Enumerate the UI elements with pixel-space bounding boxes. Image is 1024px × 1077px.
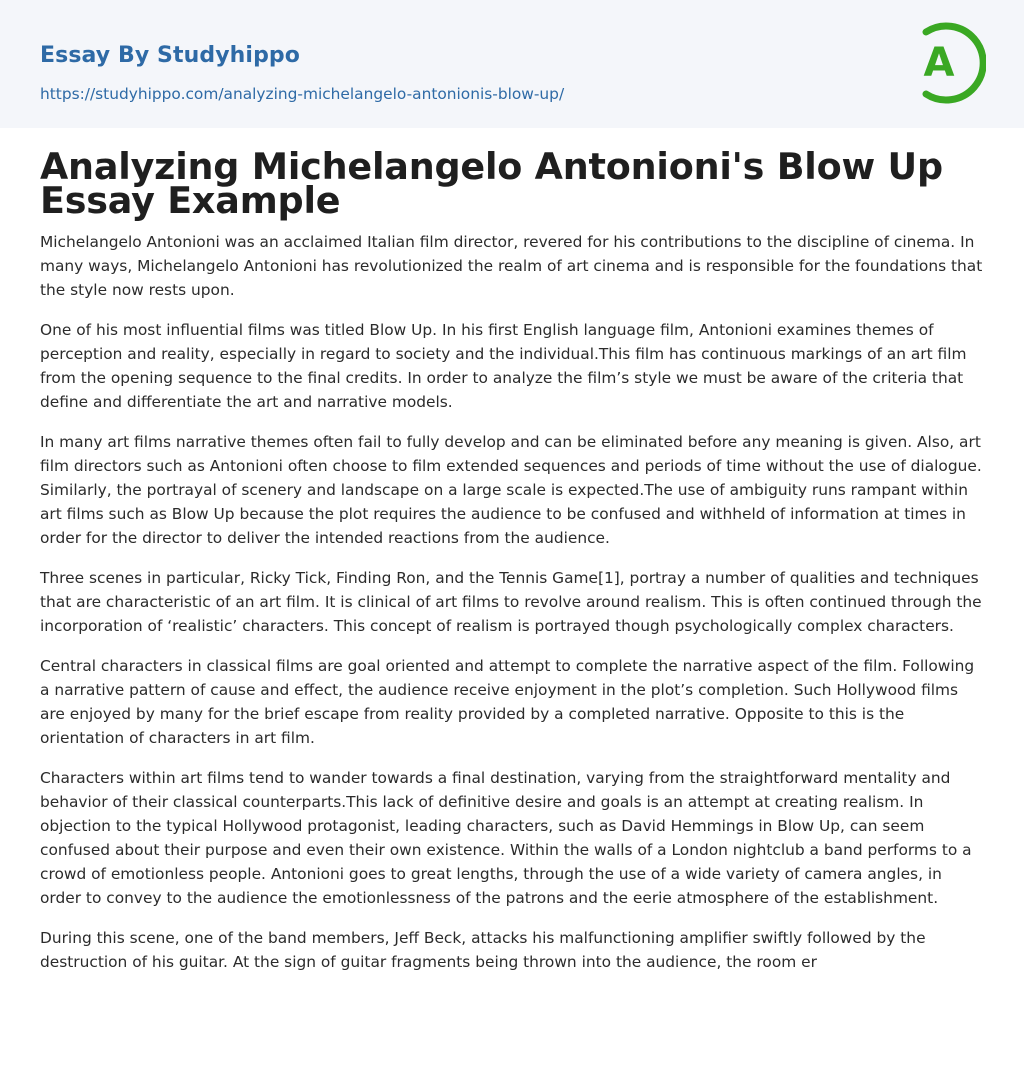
article-paragraph: During this scene, one of the band members, Jeff Beck, attacks his malfunctioning amplifier swiftly followed by the destruction of his guitar. At the sign of guitar fragments being thrown into the audience, the room er: [40, 929, 926, 971]
article: [40, 145, 986, 990]
article-paragraph: Michelangelo Antonioni was an acclaimed Italian film director, revered for his contributions to the discipline of cinema. In many ways, Michelangelo Antonioni has revolutionized the realm of art cinema and is responsible for the foundations that the style now rests upon.: [40, 233, 983, 299]
page-url-link[interactable]: https://studyhippo.com/analyzing-michelangelo-antonionis-blow-up/: [40, 85, 565, 103]
article-paragraph: In many art films narrative themes often fail to fully develop and can be eliminated before any meaning is given. Also, art film directors such as Antonioni often choose to film extended sequences and periods of time without the use of dialogue. Similarly, the portrayal of scenery and landscape on a large scale is expected.The use of ambiguity runs rampant within art films such as Blow Up because the plot requires the audience to be confused and withheld of information at times in order for the director to deliver the intended reactions from the audience.: [40, 433, 982, 547]
logo-letter: A: [923, 40, 955, 86]
article-paragraph: Central characters in classical films are goal oriented and attempt to complete the narrative aspect of the film. Following a narrative pattern of cause and effect, the audience receive enjoyment in the plot’s completion. Such Hollywood films are enjoyed by many for the brief escape from reality provided by a completed narrative. Opposite to this is the orientation of characters in art film.: [40, 657, 975, 747]
studyhippo-logo-icon[interactable]: [912, 20, 986, 106]
site-header: [0, 0, 1024, 128]
site-title[interactable]: Essay By Studyhippo: [40, 43, 300, 68]
page-title: Analyzing Michelangelo Antonioni's Blow Up Essay Example: [40, 145, 943, 222]
article-paragraph: Three scenes in particular, Ricky Tick, Finding Ron, and the Tennis Game[1], portray a number of qualities and techniques that are characteristic of an art film. It is clinical of art films to revolve around realism. This is often continued through the incorporation of ‘realistic’ characters. This concept of realism is portrayed though psychologically complex characters.: [40, 569, 982, 635]
article-paragraph: Characters within art films tend to wander towards a final destination, varying from the straightforward mentality and behavior of their classical counterparts.This lack of definitive desire and goals is an attempt at creating realism. In objection to the typical Hollywood protagonist, leading characters, such as David Hemmings in Blow Up, can seem confused about their purpose and even their own existence. Within the walls of a London nightclub a band performs to a crowd of emotionless people. Antonioni goes to great lengths, through the use of a wide variety of camera angles, in order to convey to the audience the emotionlessness of the patrons and the eerie atmosphere of the establishment.: [40, 769, 972, 907]
article-paragraph: One of his most influential films was titled Blow Up. In his first English language film, Antonioni examines themes of perception and reality, especially in regard to society and the individual.This film has continuous markings of an art film from the opening sequence to the final credits. In order to analyze the film’s style we must be aware of the criteria that define and differentiate the art and narrative models.: [40, 321, 967, 411]
